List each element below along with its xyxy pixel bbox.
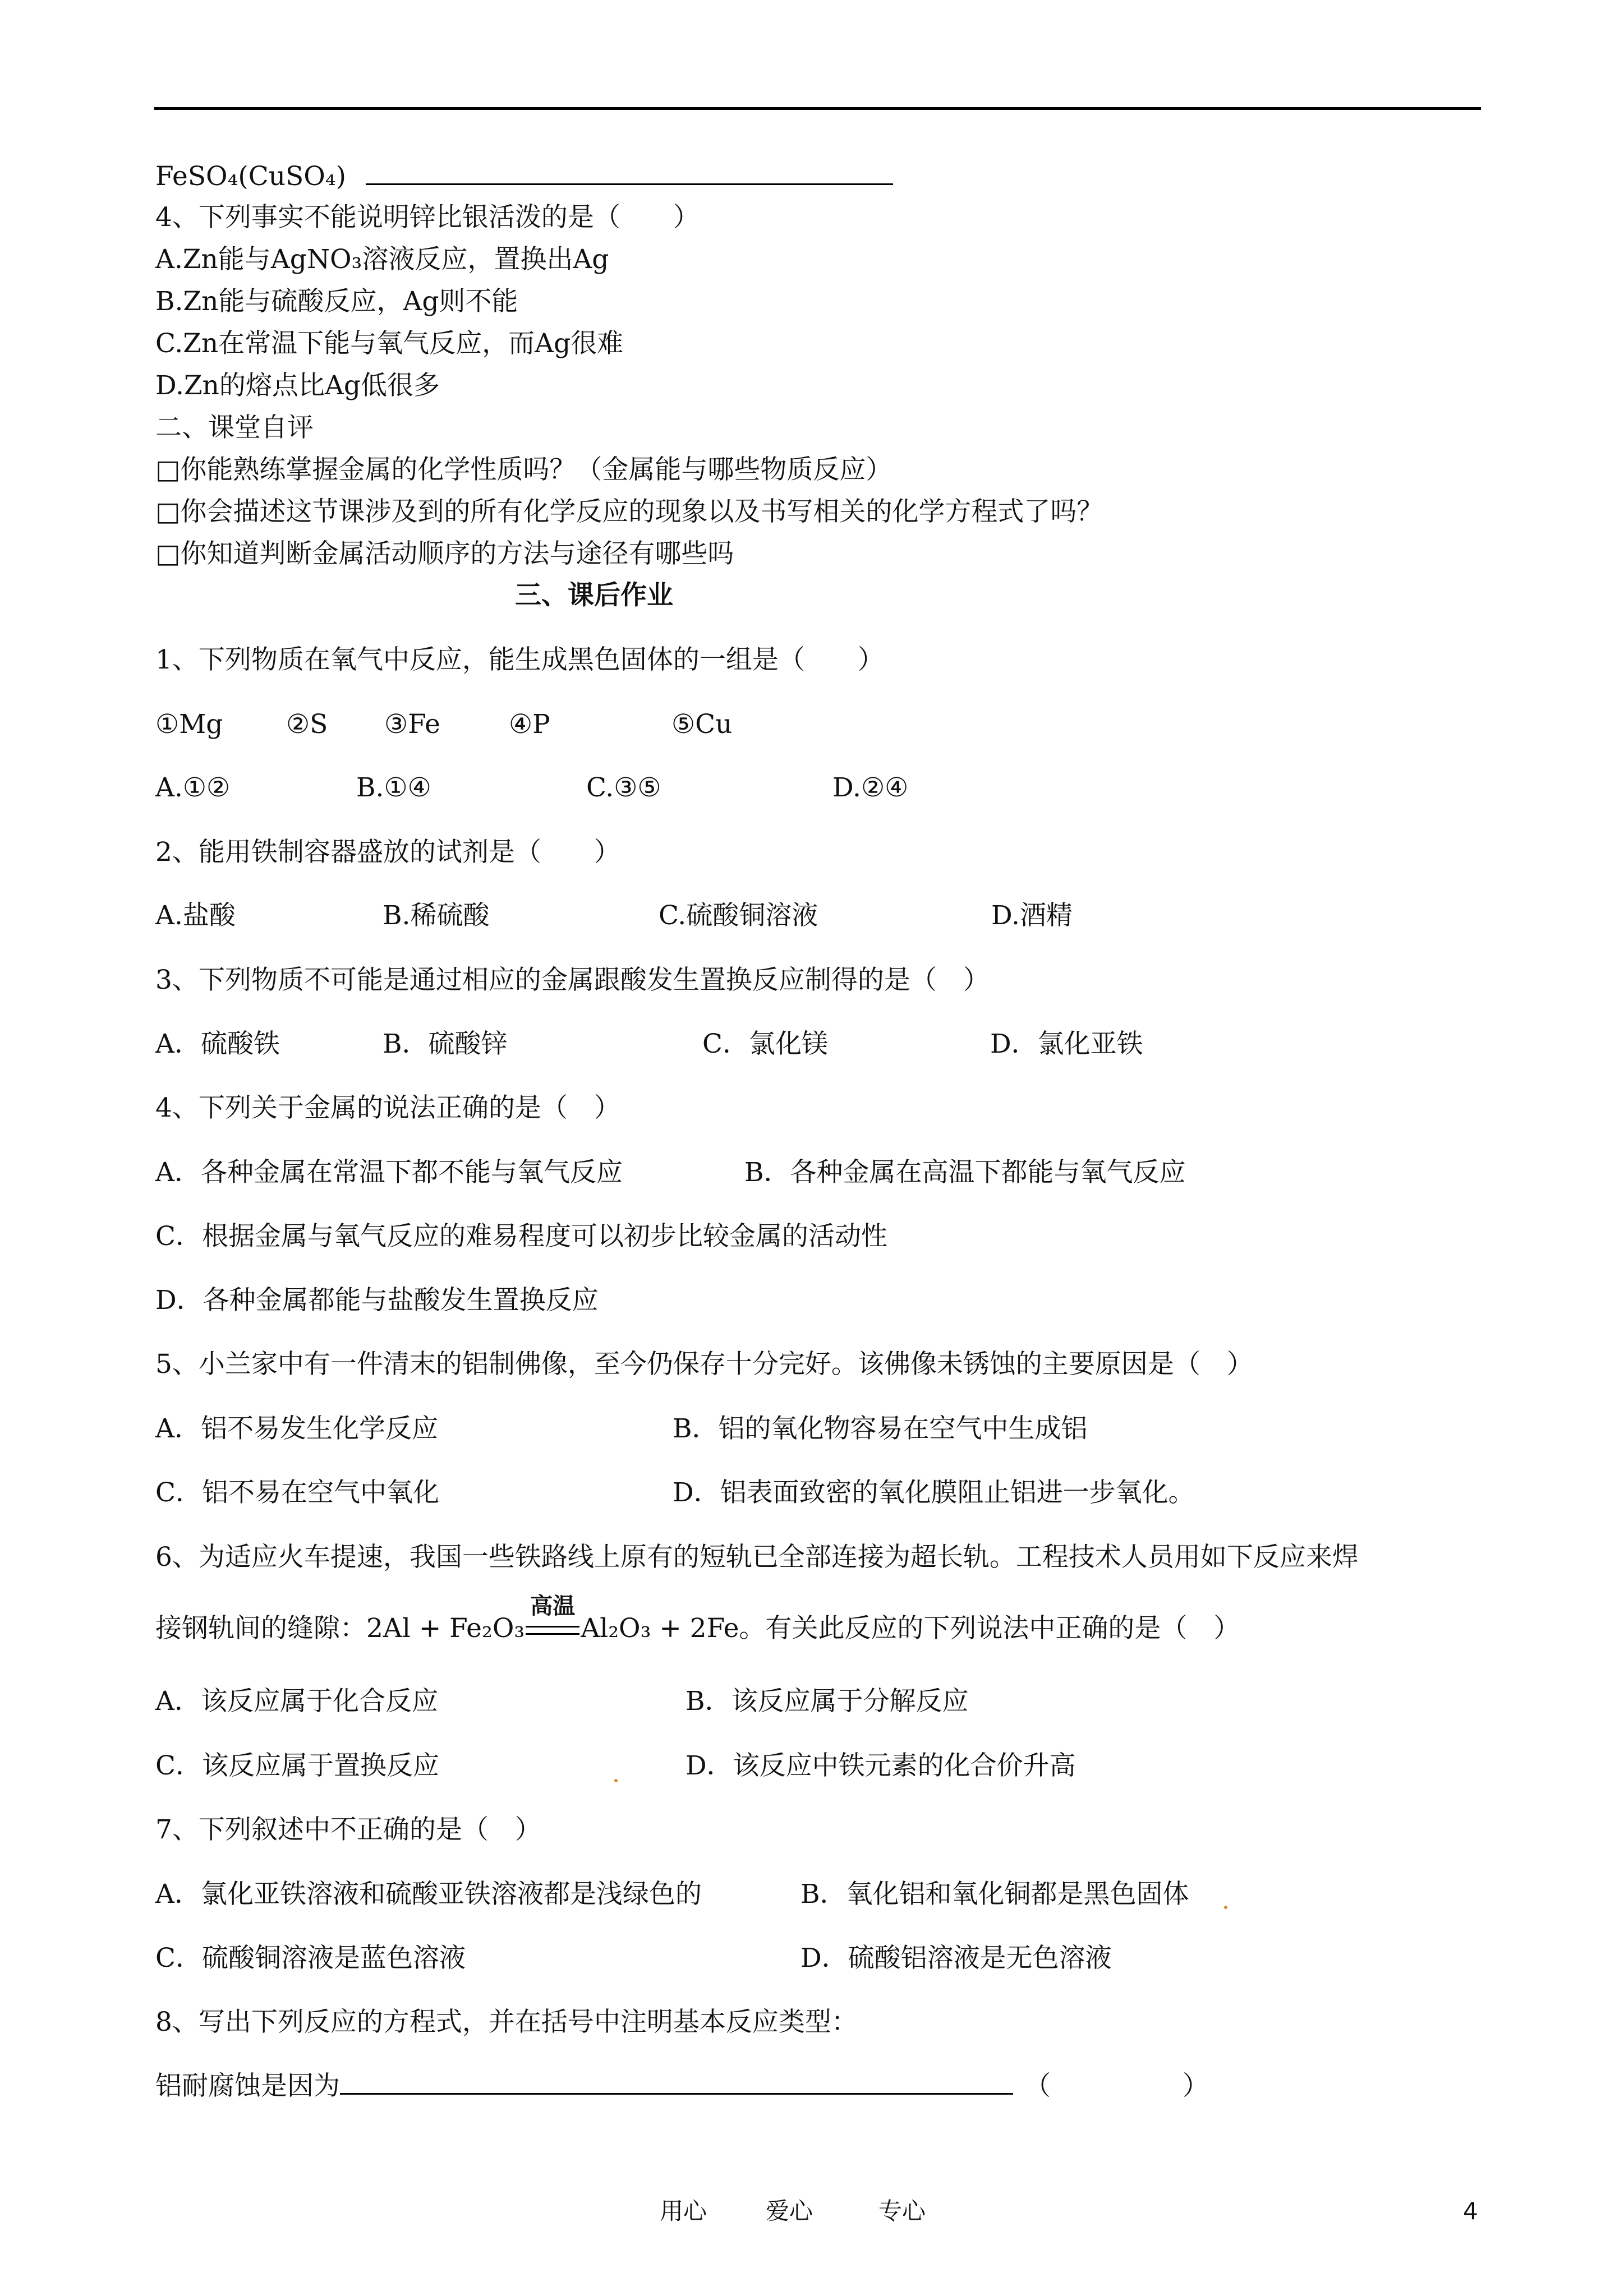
- hw-q7-option-a: A．氯化亚铁溶液和硫酸亚铁溶液都是浅绿色的: [155, 1879, 702, 1910]
- hw-q1-options: [155, 771, 997, 805]
- footer-middle: 爱心: [766, 2197, 813, 2225]
- hw-q8-line-prefix: 铝耐腐蚀是因为: [155, 2071, 340, 2101]
- hw-q2-options: [155, 899, 1165, 933]
- hw-q7-option-c: C．硫酸铜溶液是蓝色溶液: [155, 1943, 466, 1974]
- hw-q6-option-d: D．该反应中铁元素的化合价升高: [686, 1750, 1076, 1781]
- self-eval-item-1: □你能熟练掌握金属的化学性质吗？（金属能与哪些物质反应）: [155, 454, 892, 485]
- hw-q7-option-d: D．硫酸铝溶液是无色溶液: [801, 1943, 1112, 1974]
- hw-q1-option-b: B.①④: [356, 772, 431, 803]
- hw-q2-option-c: C.硫酸铜溶液: [659, 900, 818, 931]
- hw-q6-options-ab: [155, 1685, 1390, 1718]
- stray-mark: [1224, 1906, 1227, 1909]
- reaction-equation-left: 2Al + Fe₂O₃: [366, 1613, 525, 1644]
- hw-q4-options-ab: [155, 1156, 1390, 1190]
- hw-q5-stem: 5、小兰家中有一件清末的铝制佛像，至今仍保存十分完好。该佛像未锈蚀的主要原因是（ ）: [155, 1349, 1253, 1380]
- hw-q8-stem: 8、写出下列反应的方程式，并在括号中注明基本反应类型：: [155, 2007, 858, 2037]
- hw-q5-option-a: A．铝不易发生化学反应: [155, 1413, 438, 1444]
- reaction-equation-right: Al₂O₃ + 2Fe: [581, 1613, 739, 1644]
- hw-q1-option-a: A.①②: [155, 772, 231, 803]
- hw-q6-option-c: C．该反应属于置换反应: [155, 1750, 439, 1781]
- hw-q6-option-b: B．该反应属于分解反应: [686, 1686, 969, 1717]
- hw-q1-item: ⑤Cu: [671, 709, 733, 740]
- reaction-type-bracket: （ ）: [1024, 2071, 1209, 2101]
- header-rule: [154, 107, 1481, 110]
- hw-q2-stem: 2、能用铁制容器盛放的试剂是（ ）: [155, 837, 620, 868]
- footer-right: 专心: [878, 2197, 926, 2225]
- hw-q1-items: [155, 708, 829, 741]
- hw-q1-item: ②S: [286, 709, 328, 740]
- hw-q4-option-c: C．根据金属与氧气反应的难易程度可以初步比较金属的活动性: [155, 1221, 887, 1252]
- hw-q5-option-d: D．铝表面致密的氧化膜阻止铝进一步氧化。: [673, 1477, 1195, 1508]
- hw-q7-options-ab: [155, 1878, 1446, 1911]
- prev-fill-in-line: [155, 160, 893, 193]
- hw-q1-stem: 1、下列物质在氧气中反应，能生成黑色固体的一组是（ ）: [155, 644, 884, 675]
- hw-q6-options-cd: [155, 1749, 1390, 1783]
- hw-q4-option-b: B．各种金属在高温下都能与氧气反应: [744, 1157, 1186, 1188]
- hw-q6-stem-line-1: 6、为适应火车提速，我国一些铁路线上原有的短轨已全部连接为超长轨。工程技术人员用如下反应来焊: [155, 1542, 1359, 1573]
- hw-q2-option-a: A.盐酸: [155, 900, 236, 931]
- hw-q5-option-c: C．铝不易在空气中氧化: [155, 1477, 439, 1508]
- footer-left: 用心: [660, 2197, 707, 2225]
- hw-q3-option-d: D．氯化亚铁: [990, 1029, 1143, 1059]
- hw-q4-stem: 4、下列关于金属的说法正确的是（ ）: [155, 1092, 620, 1123]
- hw-q3-option-c: C．氯化镁: [702, 1029, 828, 1059]
- hw-q6-stem-prefix: 接钢轨间的缝隙：: [155, 1613, 366, 1644]
- prev-q4-option-a: A.Zn能与AgNO₃溶液反应，置换出Ag: [155, 244, 609, 275]
- hw-q1-option-d: D.②④: [832, 772, 909, 803]
- hw-q6-option-a: A．该反应属于化合反应: [155, 1686, 438, 1717]
- reaction-condition-label: 高温: [530, 1593, 576, 1619]
- hw-q5-options-cd: [155, 1476, 1446, 1510]
- hw-q7-stem: 7、下列叙述中不正确的是（ ）: [155, 1814, 541, 1845]
- hw-q2-option-d: D.酒精: [991, 900, 1073, 931]
- hw-q4-option-d: D．各种金属都能与盐酸发生置换反应: [155, 1285, 599, 1316]
- self-eval-item-3: □你知道判断金属活动顺序的方法与途径有哪些吗: [155, 538, 734, 569]
- hw-q3-stem: 3、下列物质不可能是通过相应的金属跟酸发生置换反应制得的是（ ）: [155, 965, 990, 995]
- hw-q7-option-b: B．氧化铝和氧化铜都是黑色固体: [801, 1879, 1189, 1910]
- prev-q4-option-b: B.Zn能与硫酸反应，Ag则不能: [155, 286, 518, 317]
- double-bar-equals: [526, 1626, 579, 1635]
- prev-q4-option-d: D.Zn的熔点比Ag低很多: [155, 370, 440, 401]
- hw-q1-item: ③Fe: [384, 709, 440, 740]
- formula-label: FeSO₄(CuSO₄): [155, 161, 346, 192]
- hw-q3-option-a: A．硫酸铁: [155, 1029, 280, 1059]
- hw-q4-option-a: A．各种金属在常温下都不能与氧气反应: [155, 1157, 623, 1188]
- page-number: 4: [1463, 2197, 1478, 2225]
- reaction-condition: [525, 1593, 581, 1645]
- hw-q2-option-b: B.稀硫酸: [383, 900, 490, 931]
- prev-q4-option-c: C.Zn在常温下能与氧气反应，而Ag很难: [155, 328, 624, 359]
- answer-blank[interactable]: [340, 2069, 1013, 2095]
- homework-heading: 三、课后作业: [515, 580, 673, 611]
- hw-q6-stem-suffix: 。有关此反应的下列说法中正确的是（ ）: [739, 1613, 1240, 1644]
- prev-q4-stem: 4、下列事实不能说明锌比银活泼的是（ ）: [155, 202, 700, 233]
- stray-mark: [614, 1779, 618, 1782]
- hw-q1-item: ④P: [509, 709, 550, 740]
- hw-q3-option-b: B．硫酸锌: [383, 1029, 508, 1059]
- answer-blank[interactable]: [366, 160, 893, 185]
- hw-q5-option-b: B．铝的氧化物容易在空气中生成铝: [673, 1413, 1088, 1444]
- hw-q1-option-c: C.③⑤: [586, 772, 661, 803]
- hw-q5-options-ab: [155, 1412, 1390, 1446]
- hw-q6-stem-line-2: [155, 1593, 1240, 1645]
- self-eval-item-2: □你会描述这节课涉及到的所有化学反应的现象以及书写相关的化学方程式了吗？: [155, 496, 1103, 527]
- hw-q7-options-cd: [155, 1942, 1446, 1975]
- hw-q1-item: ①Mg: [155, 709, 223, 740]
- hw-q3-options: [155, 1027, 1165, 1061]
- self-eval-heading: 二、课堂自评: [155, 412, 314, 443]
- hw-q8-answer-line: [155, 2069, 1209, 2103]
